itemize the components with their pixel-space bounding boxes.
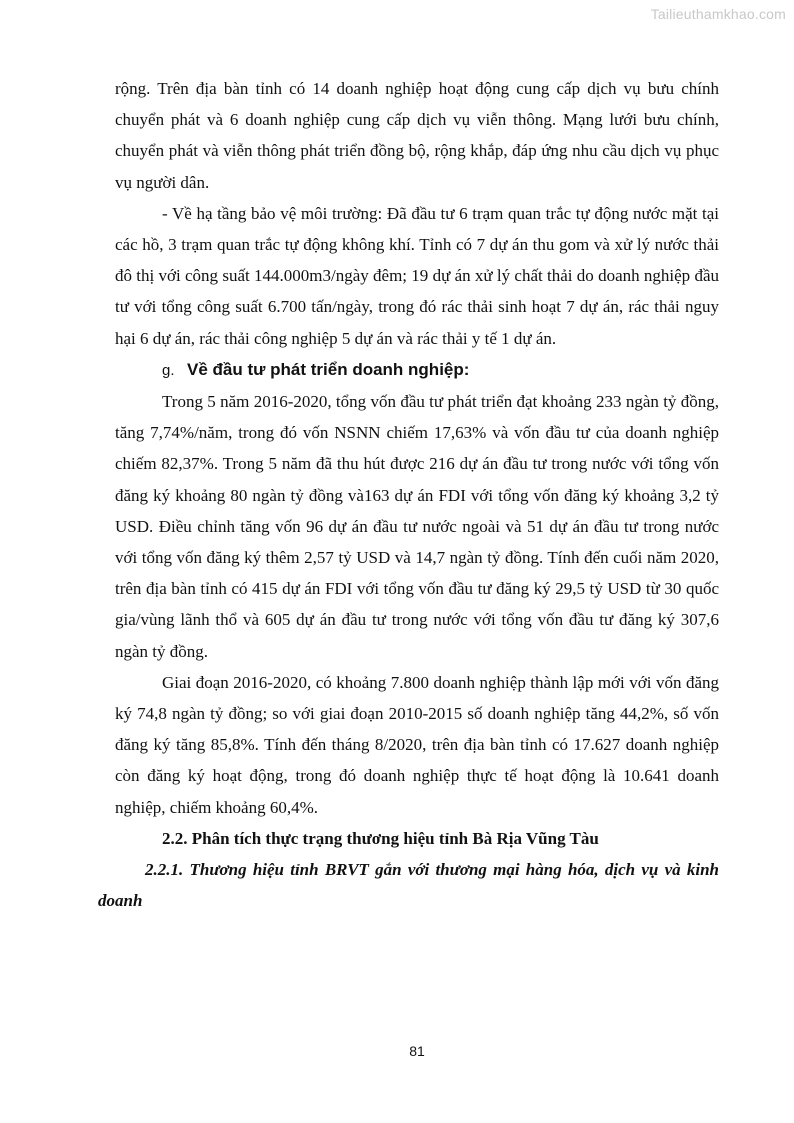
heading-text: Về đầu tư phát triển doanh nghiệp: bbox=[187, 359, 470, 379]
document-body bbox=[98, 73, 719, 916]
paragraph-environment-infrastructure: - Về hạ tầng bảo vệ môi trường: Đã đầu tư 6 trạm quan trắc tự động nước mặt tại các hồ, 3 trạm quan trắc tự động không khí. Tỉnh có 7 dự án thu gom và xử lý nước thải đô thị với công suất 144.000m3/ngày đêm; 19 dự án xử lý chất thải do doanh nghiệp đầu tư với tổng công suất 6.700 tấn/ngày, trong đó rác thải sinh hoạt 7 dự án, rác thải nguy hại 6 dự án, rác thải công nghiệp 5 dự án và rác thải y tế 1 dự án. bbox=[115, 203, 719, 348]
subsection-title: 2.2.1. Thương hiệu tỉnh BRVT gắn với thương mại hàng hóa, dịch vụ và kinh doanh bbox=[98, 860, 719, 911]
watermark: Tailieuthamkhao.com bbox=[650, 6, 786, 22]
page-number: 81 bbox=[409, 1043, 425, 1059]
heading-marker: g. bbox=[162, 361, 175, 379]
paragraph-new-enterprises: Giai đoạn 2016-2020, có khoảng 7.800 doanh nghiệp thành lập mới với vốn đăng ký 74,8 ngàn tỷ đồng; so với giai đoạn 2010-2015 số doanh nghiệp tăng 44,2%, số vốn đăng ký tăng 85,8%. Tính đến tháng 8/2020, trên địa bàn tỉnh có 17.627 doanh nghiệp còn đăng ký hoạt động, trong đó doanh nghiệp thực tế hoạt động là 10.641 doanh nghiệp, chiếm khoảng 60,4%. bbox=[115, 672, 719, 817]
paragraph-postal-telecom: rộng. Trên địa bàn tỉnh có 14 doanh nghiệp hoạt động cung cấp dịch vụ bưu chính chuyển phát và 6 doanh nghiệp cung cấp dịch vụ viễn thông. Mạng lưới bưu chính, chuyển phát và viễn thông phát triển đồng bộ, rộng khắp, đáp ứng nhu cầu dịch vụ phục vụ người dân. bbox=[115, 79, 719, 192]
paragraph-investment-capital: Trong 5 năm 2016-2020, tổng vốn đầu tư phát triển đạt khoảng 233 ngàn tỷ đồng, tăng 7,74%/năm, trong đó vốn NSNN chiếm 17,63% và vốn đầu tư của doanh nghiệp chiếm 82,37%. Trong 5 năm đã thu hút được 216 dự án đầu tư trong nước với tổng vốn đăng ký khoảng 80 ngàn tỷ đồng và163 dự án FDI với tổng vốn đăng ký khoảng 3,2 tỷ USD. Điều chỉnh tăng vốn 96 dự án đầu tư nước ngoài và 51 dự án đầu tư trong nước với tổng vốn đăng ký thêm 2,57 tỷ USD và 14,7 ngàn tỷ đồng. Tính đến cuối năm 2020, trên địa bàn tỉnh có 415 dự án FDI với tổng vốn đầu tư đăng ký 29,5 tỷ USD từ 30 quốc gia/vùng lãnh thổ và 605 dự án đầu tư trong nước với tổng vốn đầu tư đăng ký 307,6 ngàn tỷ đồng. bbox=[115, 392, 719, 661]
heading-investment bbox=[115, 354, 719, 386]
section-title: 2.2. Phân tích thực trạng thương hiệu tỉnh Bà Rịa Vũng Tàu bbox=[162, 828, 599, 848]
